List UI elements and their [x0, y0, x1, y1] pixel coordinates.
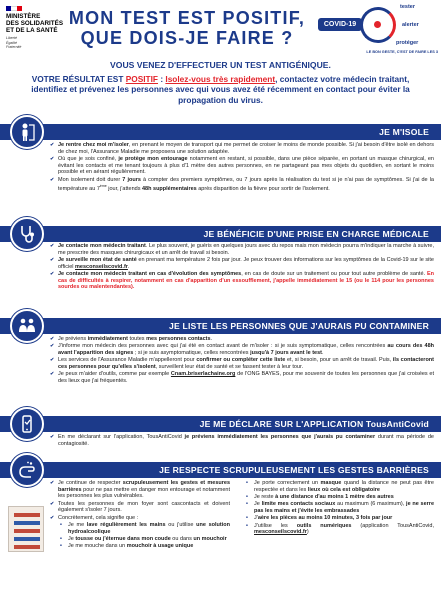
list-item: ✔ Mon isolement doit durer 7 jours à compter des premiers symptômes, ou 7 jours après la réalisation du test si je n'ai pas de symptômes. Si j'ai de la température au 7ème jour, j'attends 48h supplémentaires après disparition de la fièvre pour sortir de l'isolement. — [48, 177, 434, 193]
intro-part3: , contactez votre médecin traitant, identifiez et prévenez les personnes avec qui vous avez été récemment en contact pour éviter la propagation du virus. — [31, 74, 410, 105]
header — [0, 0, 441, 62]
list-item: • J'aère les pièces au moins 10 minutes, 3 fois par jour — [244, 515, 434, 522]
poster-thumbnail-image — [8, 506, 44, 552]
government-logo — [6, 6, 64, 49]
section-title-app: JE ME DÉCLARE SUR L'APPLICATION TousAntiCovid — [199, 419, 429, 429]
list-item: ✔ Toutes les personnes de mon foyer sont cascontacts et doivent également s'isoler 7 jours. — [48, 501, 230, 514]
isolate-label: Isolez-vous très rapidement — [165, 74, 276, 84]
mesconseilscovid-link[interactable]: mesconseilscovid.fr — [75, 263, 128, 270]
list-item: • Je reste à une distance d'au moins 1 mètre des autres — [244, 494, 434, 501]
list-item: ✔ Je peux m'aider d'outils, comme par exemple Cnam.briserlachaine.org de l'ONG BAYES, pour me souvenir de toutes les personnes que j'ai croisées et des lieux que j'ai fréquentés. — [48, 371, 434, 384]
title-line-2: QUE DOIS-JE FAIRE ? — [80, 28, 294, 48]
section-body-medical — [48, 243, 434, 292]
positive-label: POSITIF — [125, 74, 159, 84]
logo-proteger: protéger — [396, 40, 419, 46]
section-body-isole — [48, 142, 434, 194]
republic-motto: Liberté Égalité Fraternité — [6, 36, 22, 49]
list-item: ✔ J'informe mon médecin des personnes avec qui j'ai été en contact avant de m'isoler : si je suis symptomatique, celles rencontrées au cours des 48h avant l'apparition des signes ; si je suis asymptomatique, celles rencontrées jusqu'à 7 jours avant le test. — [48, 343, 434, 356]
list-item: ✔ Je préviens immédiatement toutes mes personnes contacts. — [48, 336, 434, 343]
list-item: ✔ Je continue de respecter scrupuleusement les gestes et mesures barrières pour ne pas mettre en danger mon entourage et notamment les personnes les plus vulnérables. — [48, 480, 230, 500]
dot-icon — [374, 21, 381, 28]
page-title — [64, 8, 310, 48]
section-band-isole — [0, 124, 441, 140]
stethoscope-icon — [10, 217, 44, 251]
section-body-app — [48, 434, 434, 448]
intro-part1: VOTRE RÉSULTAT EST — [31, 74, 126, 84]
briserlachaine-link[interactable]: Cnam.briserlachaine.org — [170, 371, 236, 378]
list-item: • J'utilise les outils numériques (application TousAntiCovid, mesconseilscovid.fr) — [244, 523, 434, 536]
person-isolate-icon — [10, 115, 44, 149]
tagline: LE BON GESTE, C'EST DE FAIRE LES 3 — [366, 50, 438, 54]
logo-alerter: alerter — [402, 22, 419, 28]
list-item: ✔ Je contacte mon médecin traitant en cas d'évolution des symptômes, en cas de doute sur un traitement ou pour tout autre problème de santé. En cas de difficultés à respirer, notamment en cas d'apparition d'un essoufflement, j'appelle immédiatement le 15 (ou le 114 pour les personnes sourdes ou malentendantes). — [48, 271, 434, 291]
list-item: • Je porte correctement un masque quand la distance ne peut pas être respectée et dans les lieux où cela est obligatoire — [244, 480, 434, 493]
section-body-gestes-left — [48, 480, 230, 551]
intro-text — [14, 74, 427, 105]
people-icon — [10, 309, 44, 343]
intro-part2: : — [158, 74, 166, 84]
covid-campaign-logo — [316, 4, 436, 48]
list-item: ✔ Je surveille mon état de santé en prenant ma température 2 fois par jour. Je peux trouver des informations sur les symptômes de la Covid-19 sur le site officiel mesconseilscovid.fr. — [48, 257, 434, 270]
section-title-contacts: JE LISTE LES PERSONNES QUE J'AURAIS PU CONTAMINER — [169, 321, 429, 331]
section-band-gestes — [0, 462, 441, 478]
list-item: ✔ Je contacte mon médecin traitant. Le plus souvent, je guéris en quelques jours avec du repos mais mon médecin pourra m'indiquer la marche à suivre, me prescrire des masques chirurgicaux et un arrêt de travail si besoin. — [48, 243, 434, 256]
handwash-icon — [10, 453, 44, 487]
sub-list-item: • Je me mouche dans un mouchoir à usage unique — [58, 543, 230, 550]
section-band-contacts — [0, 318, 441, 334]
list-item: ✔ Les services de l'Assurance Maladie m'appelleront pour confirmer ou compléter cette liste et, si besoin, pour un arrêt de travail. Puis, ils contacteront ces personnes pour qu'elles s'isolent, surveillent leur état de santé et se fassent tester à leur tour. — [48, 357, 434, 370]
list-item: • Je limite mes contacts sociaux au maximum (6 maximum), je ne serre pas les mains et j'évite les embrassades — [244, 501, 434, 514]
ministry-name: MINISTÈRE DES SOLIDARITÉS ET DE LA SANTÉ — [6, 13, 64, 34]
section-title-gestes: JE RESPECTE SCRUPULEUSEMENT LES GESTES BARRIÈRES — [159, 465, 429, 475]
section-title-isole: JE M'ISOLE — [379, 127, 429, 137]
list-item: ✔ Je rentre chez moi m'isoler, en prenant le moyen de transport qui me permet de croiser le moins de monde possible. Si j'ai besoin d'être isolé en dehors de chez moi, l'Assurance Maladie me proposera une solution adaptée. — [48, 142, 434, 155]
section-title-medical: JE BÉNÉFICIE D'UNE PRISE EN CHARGE MÉDICALE — [203, 229, 429, 239]
section-band-app — [0, 416, 441, 432]
section-body-contacts — [48, 336, 434, 385]
list-item: ✔ Concrètement, cela signifie que : — [48, 515, 230, 522]
sub-list-item: • Je tousse ou j'éternue dans mon coude ou dans un mouchoir — [58, 536, 230, 543]
title-line-1: MON TEST EST POSITIF, — [68, 8, 306, 28]
flag-icon — [6, 6, 22, 11]
logo-badge: COVID-19 — [318, 18, 362, 31]
list-item: ✔ Où que je sois confiné, je protège mon entourage notamment en restant, si possible, dans une pièce séparée, en portant un masque chirurgical, en évitant les contacts et me tenant toujours à plus d'1 mètre des autres personnes, en ne partageant pas mes objets du quotidien, en sortant le moins possible et en aérant régulièrement. — [48, 156, 434, 176]
section-band-medical — [0, 226, 441, 242]
logo-tester: tester — [400, 4, 415, 10]
intro-title: VOUS VENEZ D'EFFECTUER UN TEST ANTIGÉNIQUE. — [110, 60, 331, 70]
phone-icon — [10, 407, 44, 441]
mesconseilscovid-link-2[interactable]: mesconseilscovid.fr — [254, 529, 307, 536]
sub-list-item: • Je me lave régulièrement les mains ou j'utilise une solution hydroalcoolique — [58, 522, 230, 535]
section-body-gestes-right — [244, 480, 434, 537]
list-item: ✔ En me déclarant sur l'application, TousAntiCovid je préviens immédiatement les personnes que j'aurais pu contaminer durant ma période de contagiosité. — [48, 434, 434, 447]
